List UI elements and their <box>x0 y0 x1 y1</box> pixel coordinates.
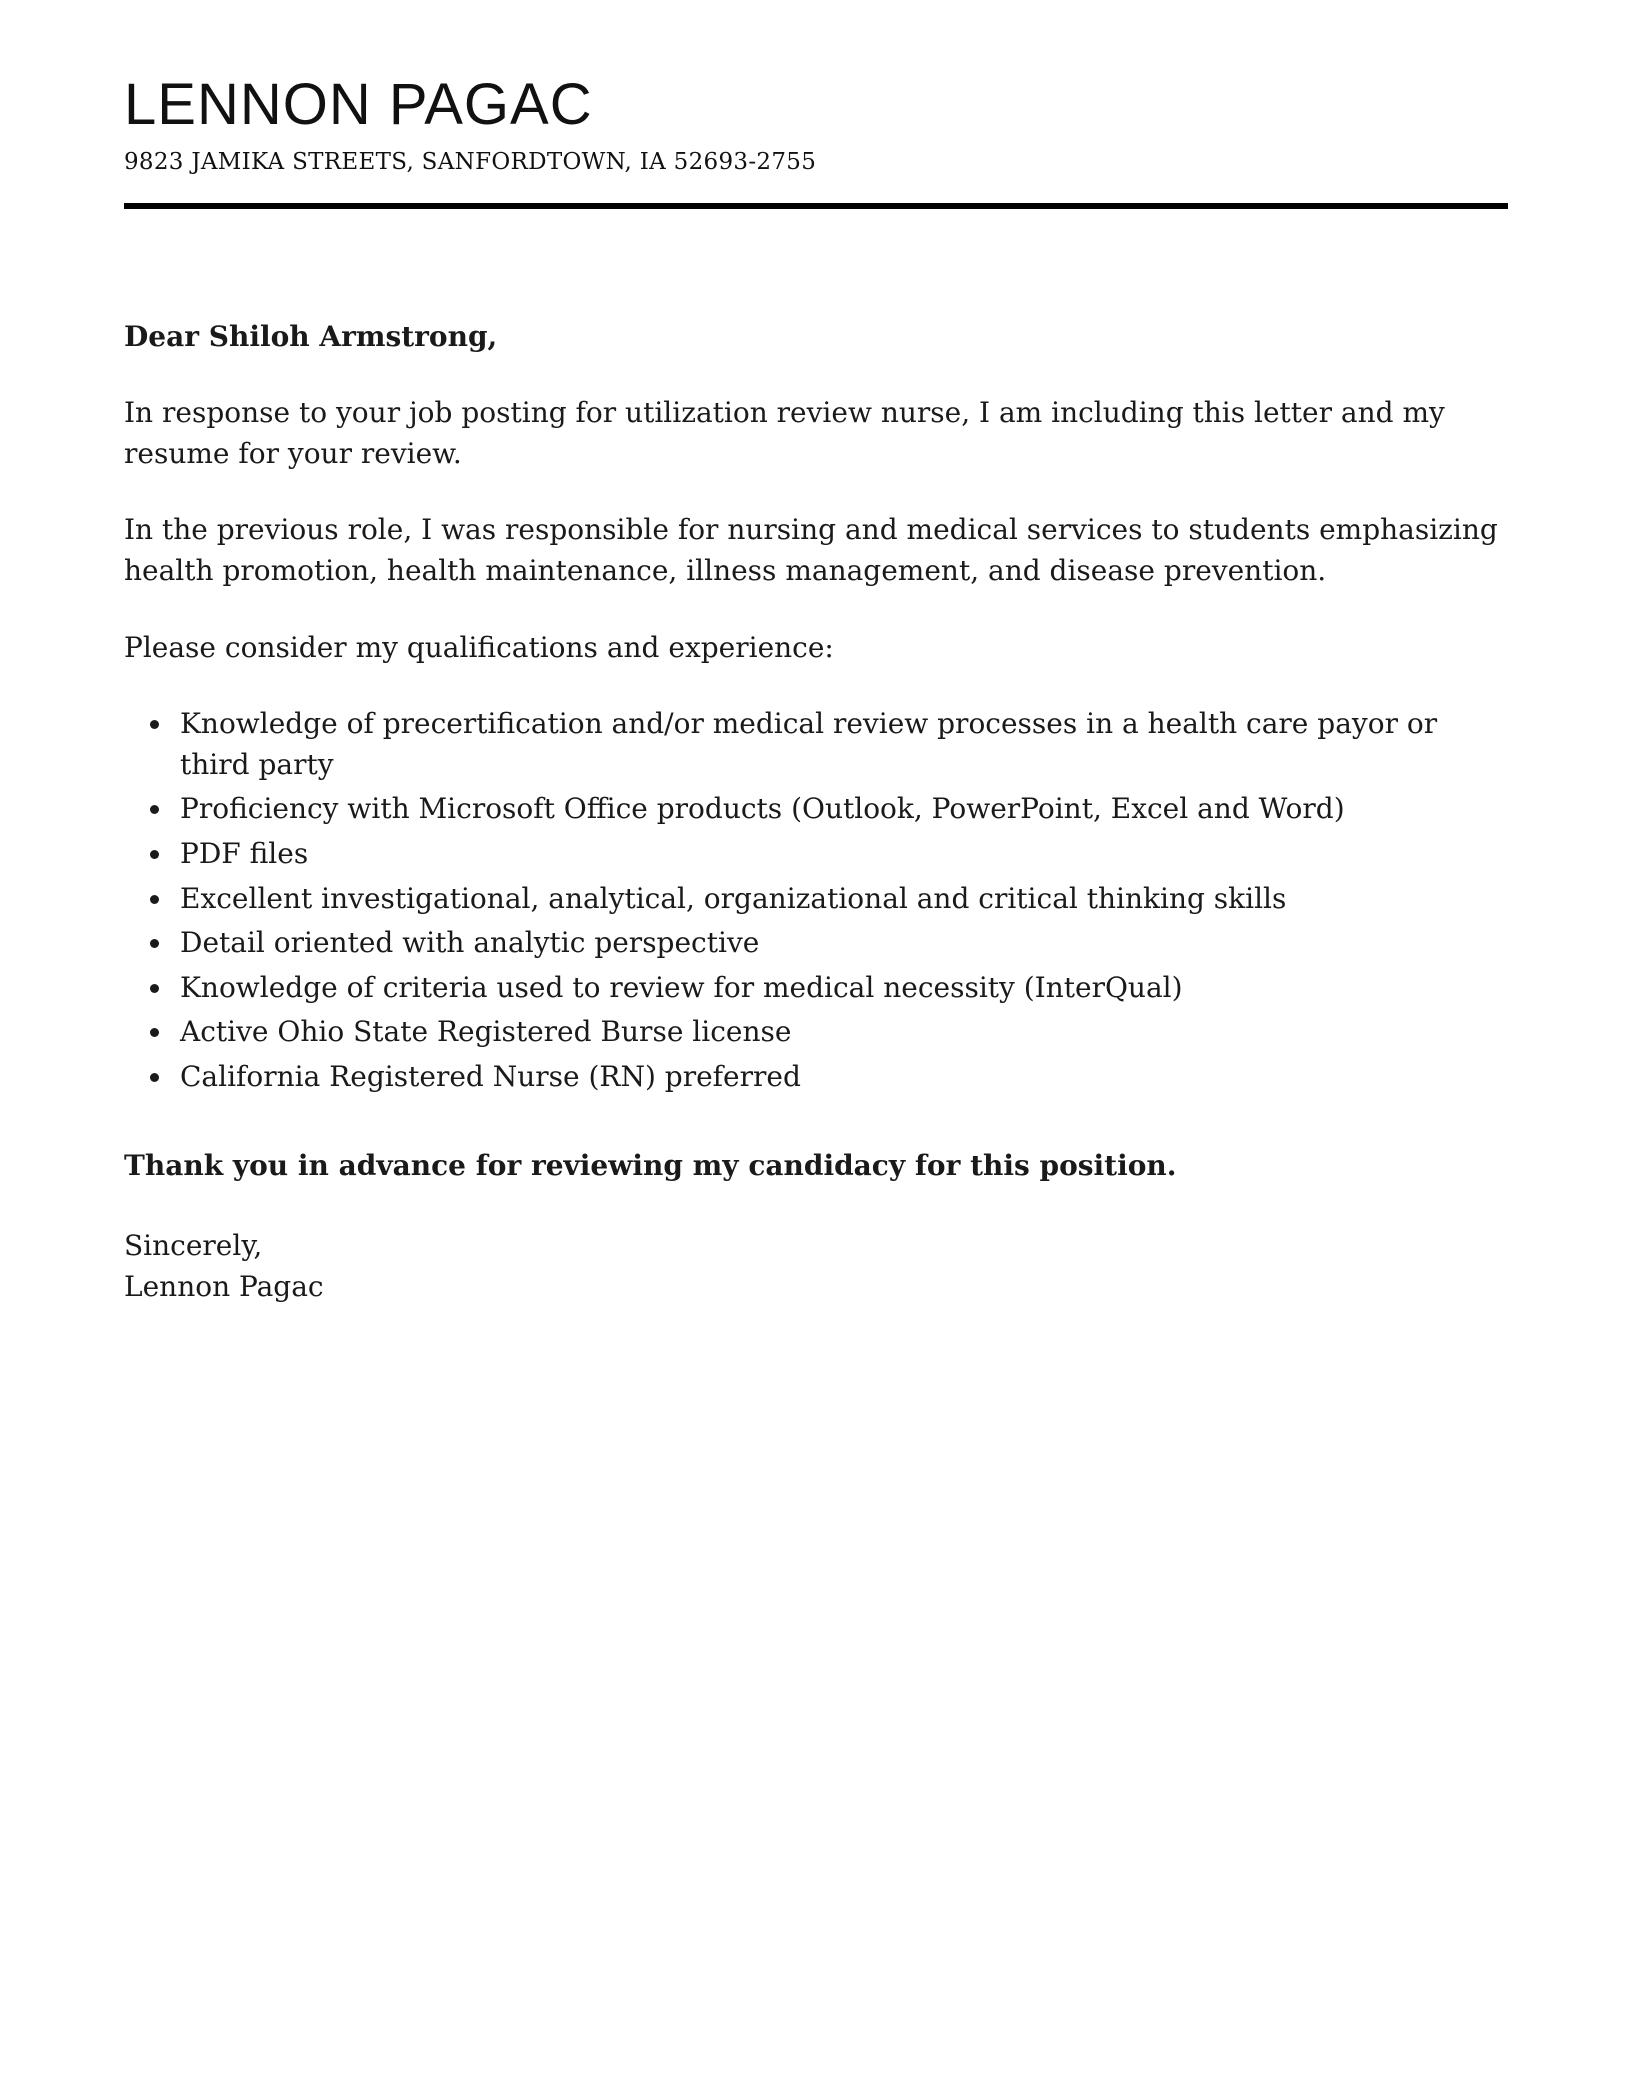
list-item: • Active Ohio State Registered Burse license <box>174 1012 1508 1053</box>
salutation: Dear Shiloh Armstrong, <box>124 319 498 353</box>
signature-name: Lennon Pagac <box>124 1269 324 1303</box>
paragraph-intro: In response to your job posting for utilization review nurse, I am including this letter and my resume for your review. <box>124 396 1445 470</box>
letter-body <box>124 317 1508 1308</box>
sender-address: 9823 JAMIKA STREETS, SANFORDTOWN, IA 52693-2755 <box>124 148 817 175</box>
list-item: • California Registered Nurse (RN) preferred <box>174 1057 1508 1098</box>
paragraph-qualifications-lead: Please consider my qualifications and experience: <box>124 630 834 664</box>
signoff: Sincerely, <box>124 1229 263 1263</box>
sender-name: LENNON PAGAC <box>124 72 593 137</box>
list-item: • Knowledge of precertification and/or medical review processes in a health care payor or third party <box>174 704 1508 785</box>
list-item: • Detail oriented with analytic perspective <box>174 923 1508 964</box>
signoff-block <box>124 1226 1508 1307</box>
list-item: • PDF files <box>174 834 1508 875</box>
paragraph-previous-role: In the previous role, I was responsible for nursing and medical services to students emphasizing health promotion, health maintenance, illness management, and disease prevention. <box>124 513 1498 588</box>
header-divider <box>124 203 1508 209</box>
list-item: • Excellent investigational, analytical, organizational and critical thinking skills <box>174 879 1508 920</box>
list-item: • Proficiency with Microsoft Office products (Outlook, PowerPoint, Excel and Word) <box>174 789 1508 830</box>
list-item: • Knowledge of criteria used to review for medical necessity (InterQual) <box>174 968 1508 1009</box>
qualifications-list <box>124 704 1508 1097</box>
closing-statement: Thank you in advance for reviewing my candidacy for this position. <box>124 1148 1177 1182</box>
letter-header <box>124 72 1508 209</box>
